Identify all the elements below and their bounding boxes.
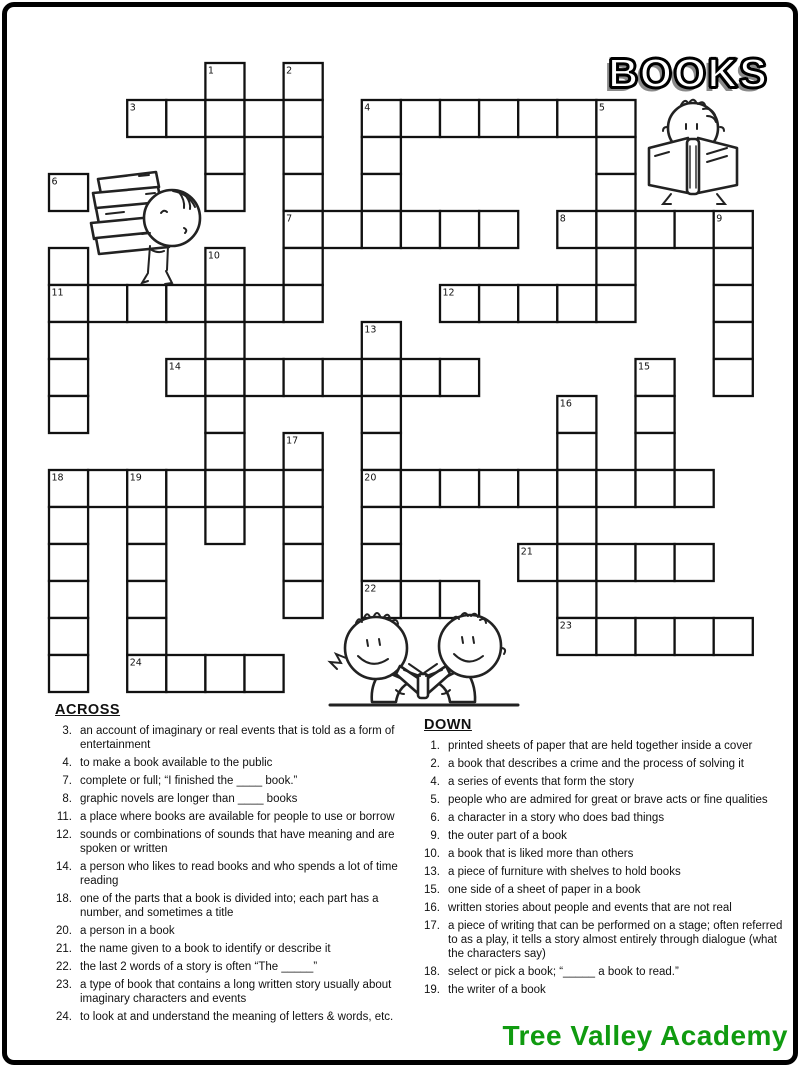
clue-text: a person in a book	[80, 925, 175, 937]
grid-cell[interactable]	[166, 100, 205, 137]
clue-text: written stories about people and events that are not real	[448, 902, 732, 914]
cell-number: 14	[168, 361, 181, 373]
grid-cell[interactable]	[245, 655, 284, 692]
grid-cell[interactable]	[557, 470, 596, 507]
clue-text: to look at and understand the meaning of letters & words, etc.	[80, 1011, 394, 1023]
grid-cell[interactable]	[205, 507, 244, 544]
grid-cell[interactable]	[362, 396, 401, 433]
grid-cell[interactable]	[49, 322, 88, 359]
grid-cell[interactable]	[362, 507, 401, 544]
grid-cell[interactable]	[49, 507, 88, 544]
clue-row	[421, 739, 793, 753]
grid-cell[interactable]	[636, 433, 675, 470]
grid-cell[interactable]	[636, 618, 675, 655]
grid-cell[interactable]	[205, 322, 244, 359]
clue-row	[421, 847, 793, 861]
grid-cell[interactable]	[636, 211, 675, 248]
grid-cell[interactable]	[675, 470, 714, 507]
page-title: BOOKS	[608, 50, 769, 96]
grid-cell[interactable]	[284, 248, 323, 285]
clue-row	[46, 756, 408, 770]
grid-cell[interactable]	[205, 433, 244, 470]
clue-row	[46, 792, 408, 806]
grid-cell[interactable]	[596, 137, 635, 174]
grid-cell[interactable]	[636, 396, 675, 433]
grid-cell[interactable]	[284, 285, 323, 322]
clue-row	[46, 978, 408, 1006]
clue-text: a series of events that form the story	[448, 776, 634, 788]
grid-cell[interactable]	[166, 655, 205, 692]
clue-number: 13.	[424, 866, 440, 878]
clue-text: a person who likes to read books and who spends a lot of time reading	[80, 861, 398, 887]
down-heading: DOWN	[424, 717, 472, 733]
grid-cell[interactable]	[557, 433, 596, 470]
grid-cell[interactable]	[49, 359, 88, 396]
clue-number: 18.	[424, 966, 440, 978]
grid-cell[interactable]	[323, 359, 362, 396]
clue-row	[421, 865, 793, 879]
down-clue-list	[421, 739, 793, 997]
clue-text: a book that describes a crime and the process of solving it	[448, 758, 744, 770]
clue-row	[46, 860, 408, 888]
clue-number: 23.	[56, 979, 72, 991]
grid-cell[interactable]	[401, 100, 440, 137]
clue-text: an account of imaginary or real events that is told as a form of entertainment	[80, 725, 395, 751]
cell-number: 5	[598, 102, 605, 114]
grid-cell[interactable]	[284, 359, 323, 396]
clue-text: complete or full; “I finished the ____ book.”	[80, 775, 298, 787]
clue-text: a book that is liked more than others	[448, 848, 634, 860]
grid-cell[interactable]	[49, 396, 88, 433]
grid-cell[interactable]	[557, 507, 596, 544]
clue-number: 20.	[56, 925, 72, 937]
cell-number: 22	[364, 583, 377, 595]
clue-number: 5.	[430, 794, 440, 806]
clue-number: 8.	[62, 793, 72, 805]
clue-row	[46, 828, 408, 856]
grid-cell[interactable]	[440, 211, 479, 248]
grid-cell[interactable]	[636, 470, 675, 507]
grid-cell[interactable]	[401, 359, 440, 396]
clue-text: sounds or combinations of sounds that have meaning and are spoken or written	[80, 829, 395, 855]
cell-number: 6	[51, 176, 58, 188]
clue-row	[421, 919, 793, 961]
clue-text: people who are admired for great or brave acts or fine qualities	[448, 794, 768, 806]
grid-cell[interactable]	[127, 618, 166, 655]
grid-cell[interactable]	[284, 137, 323, 174]
grid-cell[interactable]	[479, 211, 518, 248]
clue-text: one side of a sheet of paper in a book	[448, 884, 641, 896]
grid-cell[interactable]	[362, 211, 401, 248]
cell-number: 4	[364, 102, 371, 114]
clue-text: a type of book that contains a long written story usually about imaginary characters and events	[80, 979, 392, 1005]
grid-cell[interactable]	[284, 174, 323, 211]
grid-cell[interactable]	[362, 137, 401, 174]
clue-text: a place where books are available for people to use or borrow	[80, 811, 395, 823]
cell-number: 2	[286, 65, 293, 77]
clue-text: the outer part of a book	[448, 830, 567, 842]
grid-cell[interactable]	[675, 618, 714, 655]
grid-cell[interactable]	[49, 581, 88, 618]
grid-cell[interactable]	[245, 470, 284, 507]
grid-cell[interactable]	[284, 544, 323, 581]
clue-number: 12.	[56, 829, 72, 841]
grid-cell[interactable]	[675, 544, 714, 581]
grid-cell[interactable]	[675, 211, 714, 248]
clue-number: 11.	[56, 811, 72, 823]
grid-cell[interactable]	[245, 359, 284, 396]
grid-cell[interactable]	[205, 174, 244, 211]
grid-cell[interactable]	[205, 396, 244, 433]
clue-text: the writer of a book	[448, 984, 546, 996]
grid-cell[interactable]	[205, 359, 244, 396]
cell-number: 19	[129, 472, 142, 484]
grid-cell[interactable]	[596, 470, 635, 507]
grid-cell[interactable]	[205, 655, 244, 692]
clue-number: 24.	[56, 1011, 72, 1023]
grid-cell[interactable]	[205, 285, 244, 322]
grid-cell[interactable]	[362, 433, 401, 470]
clue-number: 17.	[424, 920, 440, 932]
grid-cell[interactable]	[127, 581, 166, 618]
grid-cell[interactable]	[166, 470, 205, 507]
grid-cell[interactable]	[596, 174, 635, 211]
grid-cell[interactable]	[205, 100, 244, 137]
grid-cell[interactable]	[518, 470, 557, 507]
clue-number: 4.	[430, 776, 440, 788]
grid-cell[interactable]	[479, 100, 518, 137]
grid-cell[interactable]	[323, 211, 362, 248]
clue-row	[421, 883, 793, 897]
grid-cell[interactable]	[714, 322, 753, 359]
grid-cell[interactable]	[362, 544, 401, 581]
grid-cell[interactable]	[557, 285, 596, 322]
clue-row	[46, 924, 408, 938]
clue-row	[46, 892, 408, 920]
grid-cell[interactable]	[557, 544, 596, 581]
across-section	[46, 702, 408, 1028]
clue-row	[46, 724, 408, 752]
grid-cell[interactable]	[557, 581, 596, 618]
clue-number: 16.	[424, 902, 440, 914]
clue-text: to make a book available to the public	[80, 757, 273, 769]
cell-number: 15	[638, 361, 651, 373]
cell-number: 3	[129, 102, 136, 114]
clue-row	[421, 811, 793, 825]
cell-number: 16	[559, 398, 572, 410]
grid-cell[interactable]	[596, 544, 635, 581]
grid-cell[interactable]	[127, 507, 166, 544]
grid-cell[interactable]	[205, 470, 244, 507]
grid-cell[interactable]	[88, 470, 127, 507]
clue-number: 18.	[56, 893, 72, 905]
clue-text: a piece of writing that can be performed on a stage; often referred to as a play, it tells a story almost entirely through dialogue (what the characters say)	[448, 920, 783, 960]
clue-row	[46, 810, 408, 824]
grid-cell[interactable]	[557, 100, 596, 137]
grid-cell[interactable]	[596, 248, 635, 285]
grid-cell[interactable]	[518, 285, 557, 322]
clue-text: printed sheets of paper that are held together inside a cover	[448, 740, 753, 752]
grid-cell[interactable]	[479, 470, 518, 507]
grid-cell[interactable]	[479, 285, 518, 322]
clue-row	[421, 829, 793, 843]
grid-cell[interactable]	[362, 359, 401, 396]
clue-row	[421, 775, 793, 789]
clue-number: 1.	[430, 740, 440, 752]
clue-text: one of the parts that a book is divided into; each part has a number, and sometimes a title	[80, 893, 379, 919]
clue-number: 9.	[430, 830, 440, 842]
grid-cell[interactable]	[245, 285, 284, 322]
clue-number: 14.	[56, 861, 72, 873]
clue-number: 4.	[62, 757, 72, 769]
across-heading: ACROSS	[55, 702, 121, 718]
clue-number: 6.	[430, 812, 440, 824]
across-clue-list	[46, 724, 408, 1024]
grid-cell[interactable]	[440, 470, 479, 507]
clue-number: 10.	[424, 848, 440, 860]
grid-cell[interactable]	[49, 655, 88, 692]
clue-text: the last 2 words of a story is often “The _____”	[80, 961, 318, 973]
grid-cell[interactable]	[714, 248, 753, 285]
clue-number: 19.	[424, 984, 440, 996]
clue-row	[421, 793, 793, 807]
boy-reading-book-illustration	[637, 96, 749, 208]
grid-cell[interactable]	[49, 544, 88, 581]
grid-cell[interactable]	[284, 470, 323, 507]
clue-row	[421, 901, 793, 915]
cell-number: 10	[207, 250, 220, 262]
grid-cell[interactable]	[362, 174, 401, 211]
clue-text: a piece of furniture with shelves to hold books	[448, 866, 681, 878]
site-brand: Tree Valley Academy	[502, 1020, 788, 1051]
grid-cell[interactable]	[518, 100, 557, 137]
grid-cell[interactable]	[284, 507, 323, 544]
grid-cell[interactable]	[596, 285, 635, 322]
clue-number: 15.	[424, 884, 440, 896]
clue-row	[421, 757, 793, 771]
grid-cell[interactable]	[440, 100, 479, 137]
grid-cell[interactable]	[714, 285, 753, 322]
boy-carrying-books-illustration	[76, 163, 204, 293]
grid-cell[interactable]	[127, 544, 166, 581]
grid-cell[interactable]	[714, 618, 753, 655]
cell-number: 11	[51, 287, 64, 299]
down-section	[421, 717, 793, 1001]
grid-cell[interactable]	[714, 359, 753, 396]
grid-cell[interactable]	[636, 544, 675, 581]
clue-text: the name given to a book to identify or describe it	[80, 943, 331, 955]
grid-cell[interactable]	[401, 211, 440, 248]
grid-cell[interactable]	[245, 100, 284, 137]
grid-cell[interactable]	[596, 618, 635, 655]
grid-cell[interactable]	[284, 100, 323, 137]
cell-number: 23	[559, 620, 572, 632]
cell-number: 8	[559, 213, 566, 225]
cell-number: 12	[442, 287, 455, 299]
cell-number: 9	[716, 213, 723, 225]
clue-row	[46, 942, 408, 956]
kids-reading-together-illustration	[312, 608, 534, 708]
grid-cell[interactable]	[205, 137, 244, 174]
clue-row	[46, 774, 408, 788]
cell-number: 20	[364, 472, 377, 484]
clue-number: 2.	[430, 758, 440, 770]
clue-row	[421, 965, 793, 979]
clue-row	[421, 983, 793, 997]
clue-text: graphic novels are longer than ____ books	[80, 793, 298, 805]
clue-number: 22.	[56, 961, 72, 973]
clue-number: 3.	[62, 725, 72, 737]
clue-number: 7.	[62, 775, 72, 787]
cell-number: 21	[520, 546, 533, 558]
grid-cell[interactable]	[401, 470, 440, 507]
cell-number: 17	[286, 435, 299, 447]
cell-number: 7	[286, 213, 293, 225]
clue-text: select or pick a book; “_____ a book to read.”	[448, 966, 679, 978]
clue-text: a character in a story who does bad things	[448, 812, 665, 824]
cell-number: 24	[129, 657, 142, 669]
clue-number: 21.	[56, 943, 72, 955]
grid-cell[interactable]	[440, 359, 479, 396]
grid-cell[interactable]	[49, 618, 88, 655]
cell-number: 13	[364, 324, 377, 336]
cell-number: 18	[51, 472, 64, 484]
grid-cell[interactable]	[596, 211, 635, 248]
cell-number: 1	[207, 65, 214, 77]
clue-row	[46, 960, 408, 974]
